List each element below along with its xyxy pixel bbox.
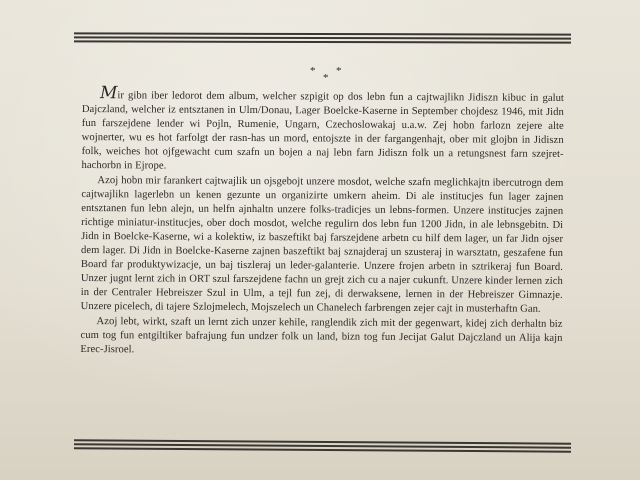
paragraph-closing: Azoj lebt, wirkt, szaft un lernt zich unzer kehile, ranglendik zich mit der gegenwart, kidej zich derhaltn biz cum tog fun entgiltiker bafrajung fun undzer folk un land, bizn tog fun Jecijat Galut Dajczland un Alija kajn Erec-Jisroel.	[80, 315, 563, 356]
rule-line	[74, 447, 571, 452]
initial-letter: M	[99, 83, 118, 104]
star-glyph: *	[336, 65, 342, 77]
bottom-triple-rule	[74, 439, 571, 452]
rule-line	[74, 40, 571, 43]
paragraph-intro-text: ir gibn iber ledorot dem album, welcher szpigit op dos lebn fun a cajtwajlikn Jidiszn kibuc in galut Dajczland, welcher iz entsztanen in Ulm/Donau, Lager Boelcke-Kaserne in September chojdesz 1946, mit Jidn fun farszejdene lender wi Pojln, Rumenie, Ungarn, Czechoslowakaj u.a.w. Zej hobn farlozn zejere alte wojnerter, wu es hot farfolgt der rasn-has un mord, entojszte in der fargangenhajt, ober mit glojbn in Jidiszn folk, weiches hot ojfgewacht cum szafn un bojen a naj lebn farn Jidiszn folk un a retungsnest farn szejret-hachorbn in Ejrope.	[81, 90, 564, 172]
paragraph-institutions: Azoj hobn mir farankert cajtwajlik un ojsgebojt unzere mosdot, welche szafn meglichkajtn ibercutrogn dem cajtwajlikn lagerlebn un kenen gezunte un organizirte umkern aheim. Di ale institucjes fun lager zajnen entsztanen fun lebn alejn, un helfn ajnhaltn unzere folks-tradicjes un lebns-formen. Unzere institucjes zajnen richtige miniatur-institucjes, ober doch mosdot, welche regulirn dos lebn fun 1200 Jidn, in ale lebnsgebitn. Di Jidn in Boelcke-Kaserne, wi a kolektiw, iz baszeftikt baj farszejdene arbetn cu hilf dem lager, un far Jidn ojser dem lager. Di Jidn in Boelcke-Kaserne zajnen baszeftikt baj sznajderaj un szusteraj in warsztatn, geszafene fun Board far produktywizacje, un baj tiszleraj un leder-galanterie. Unzere frojen arbetn in sztrikeraj fun Board. Unzer jugnt lernt zich in ORT szul farszejdene fachn un grejt zich cu a najer cukunft. Unzere kinder lernen zich in der Centraler Hebreiszer Szul in Ulm, a tejl fun zej, di derwaksene, lernen in der Hebreiszer Gimnazje. Unzere picelech, di tajere Szlojmelech, Mojszelech un Chanelech farbrengen zejer cajt in musterhaftn Gan.	[80, 174, 564, 316]
body-text	[80, 83, 564, 360]
top-triple-rule	[74, 32, 571, 43]
rule-line	[74, 36, 571, 39]
star-glyph: *	[323, 72, 329, 84]
asterism-ornament	[310, 64, 350, 84]
paragraph-intro	[81, 83, 564, 177]
rule-line	[74, 32, 571, 35]
star-glyph: *	[310, 65, 316, 77]
